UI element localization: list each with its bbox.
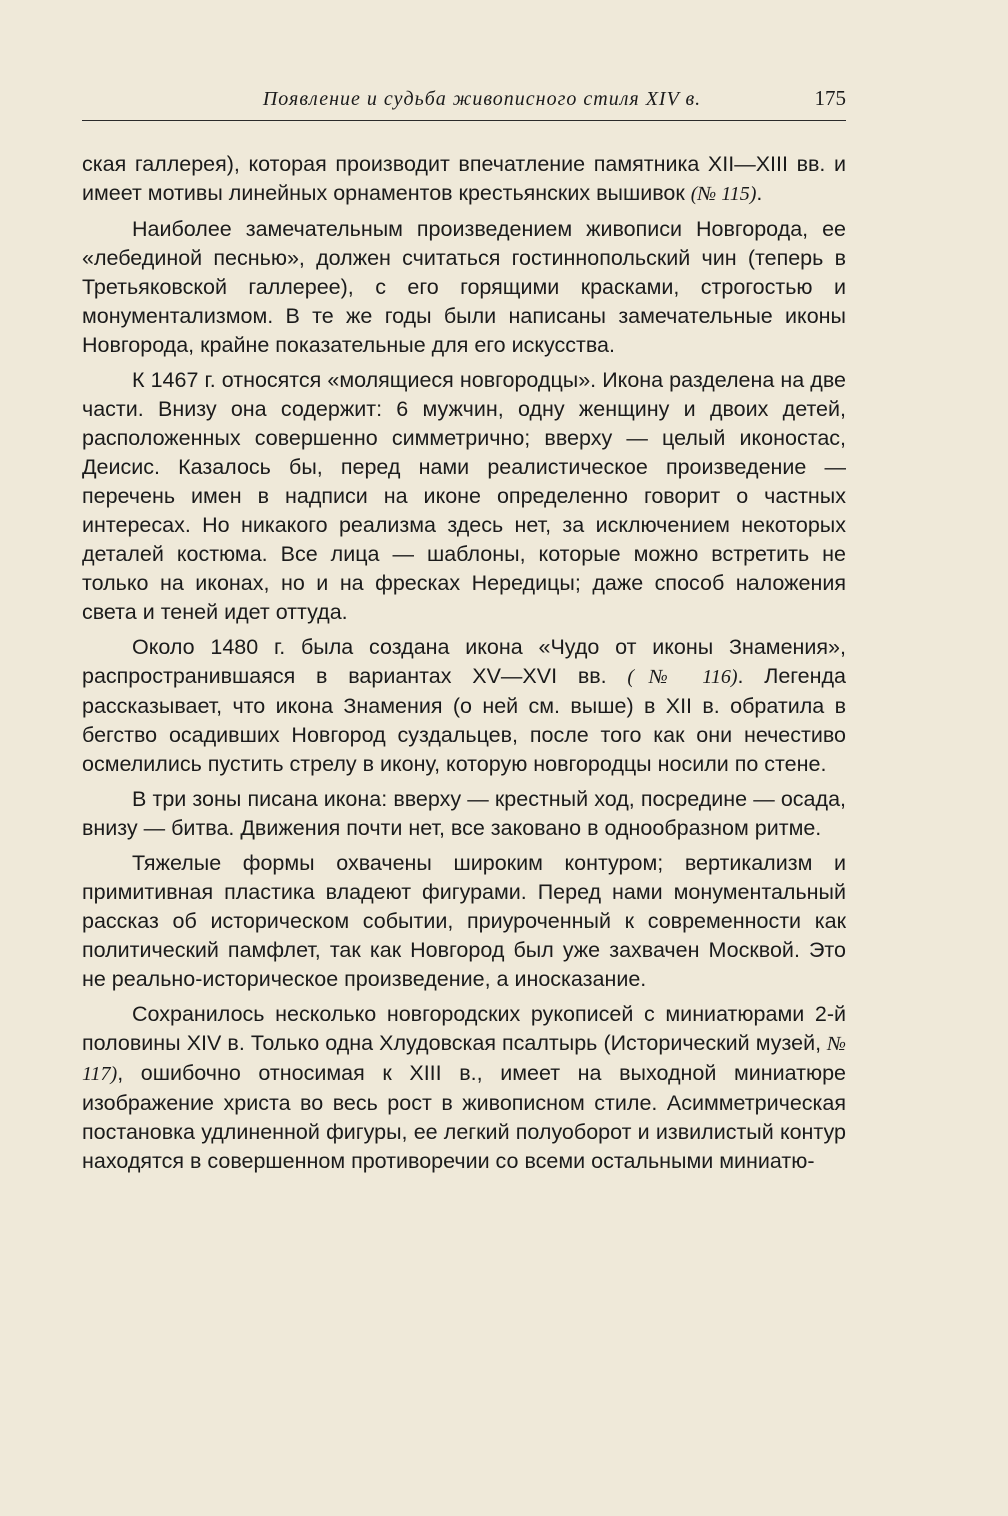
figure-reference: № 117) [82, 1033, 846, 1085]
figure-reference: (№ 116) [627, 666, 738, 688]
running-title: Появление и судьба живописного стиля XIV в. [262, 88, 702, 110]
paragraph-text: В три зоны писана икона: вверху — крестный ход, посредине — осада, внизу — битва. Движения почти нет, все заковано в однообразном ритме. [82, 787, 846, 840]
paragraph-text: К 1467 г. относятся «молящиеся новгородцы». Икона разделена на две части. Внизу она содержит: 6 мужчин, одну женщину и двоих детей, расположенных совершенно симметрично; вверху — целый иконостас, Деисис. Казалось бы, перед нами реалистическое произведение — перечень имен в надписи на иконе определенно говорит о частных интересах. Но никакого реализма здесь нет, за исключением некоторых деталей костюма. Все лица — шаблоны, которые можно встретить не только на иконах, но и на фресках Нередицы; даже способ наложения света и теней идет оттуда. [82, 368, 846, 624]
page-header [82, 86, 846, 121]
paragraph [82, 785, 846, 843]
paragraph [82, 366, 846, 627]
paragraph-text: Сохранилось несколько новгородских рукописей с миниатюрами 2-й половины XIV в. Только одна Хлудовская псалтырь (Исторический музей, [82, 1002, 846, 1055]
paragraph-text: , ошибочно относимая к XIII в., имеет на выходной миниатюре изображение христа во весь рост в живописном стиле. Асимметрическая постановка удлиненной фигуры, ее легкий полуоборот и извилистый контур находятся в совершенном противоречии со всеми остальными миниатю- [82, 1061, 846, 1173]
page-number: 175 [814, 86, 846, 110]
paragraph [82, 1000, 846, 1176]
paragraph [82, 633, 846, 779]
paragraph [82, 150, 846, 209]
paragraph-text: Около 1480 г. была создана икона «Чудо от иконы Знамения», распространившаяся в вариантах XV—XVI вв. [82, 635, 846, 688]
paragraph-text: Тяжелые формы охвачены широким контуром; вертикализм и примитивная пластика владеют фигурами. Перед нами монументальный рассказ об историческом событии, приуроченный к современности как политический памфлет, так как Новгород был уже захвачен Москвой. Это не реально-историческое произведение, а иносказание. [82, 851, 846, 991]
paragraph [82, 215, 846, 360]
body-text [82, 150, 846, 1182]
paragraph [82, 849, 846, 994]
figure-reference: (№ 115) [690, 183, 757, 205]
paragraph-text: ская галлерея), которая производит впечатление памятника XII—XIII вв. и имеет мотивы линейных орнаментов крестьянских вышивок [82, 152, 846, 205]
paragraph-text: . Легенда рассказывает, что икона Знамения (о ней см. выше) в XII в. обратила в бегство осадивших Новгород суздальцев, после того как они нечестиво осмелились пустить стрелу в икону, которую новгородцы носили по стене. [82, 664, 847, 776]
paragraph-text: Наиболее замечательным произведением живописи Новгорода, ее «лебединой песнью», должен считаться гостиннопольский чин (теперь в Третьяковской галлерее), с его горящими красками, строгостью и монументализмом. В те же годы были написаны замечательные иконы Новгорода, крайне показательные для его искусства. [82, 217, 846, 357]
paragraph-text: . [756, 181, 763, 205]
